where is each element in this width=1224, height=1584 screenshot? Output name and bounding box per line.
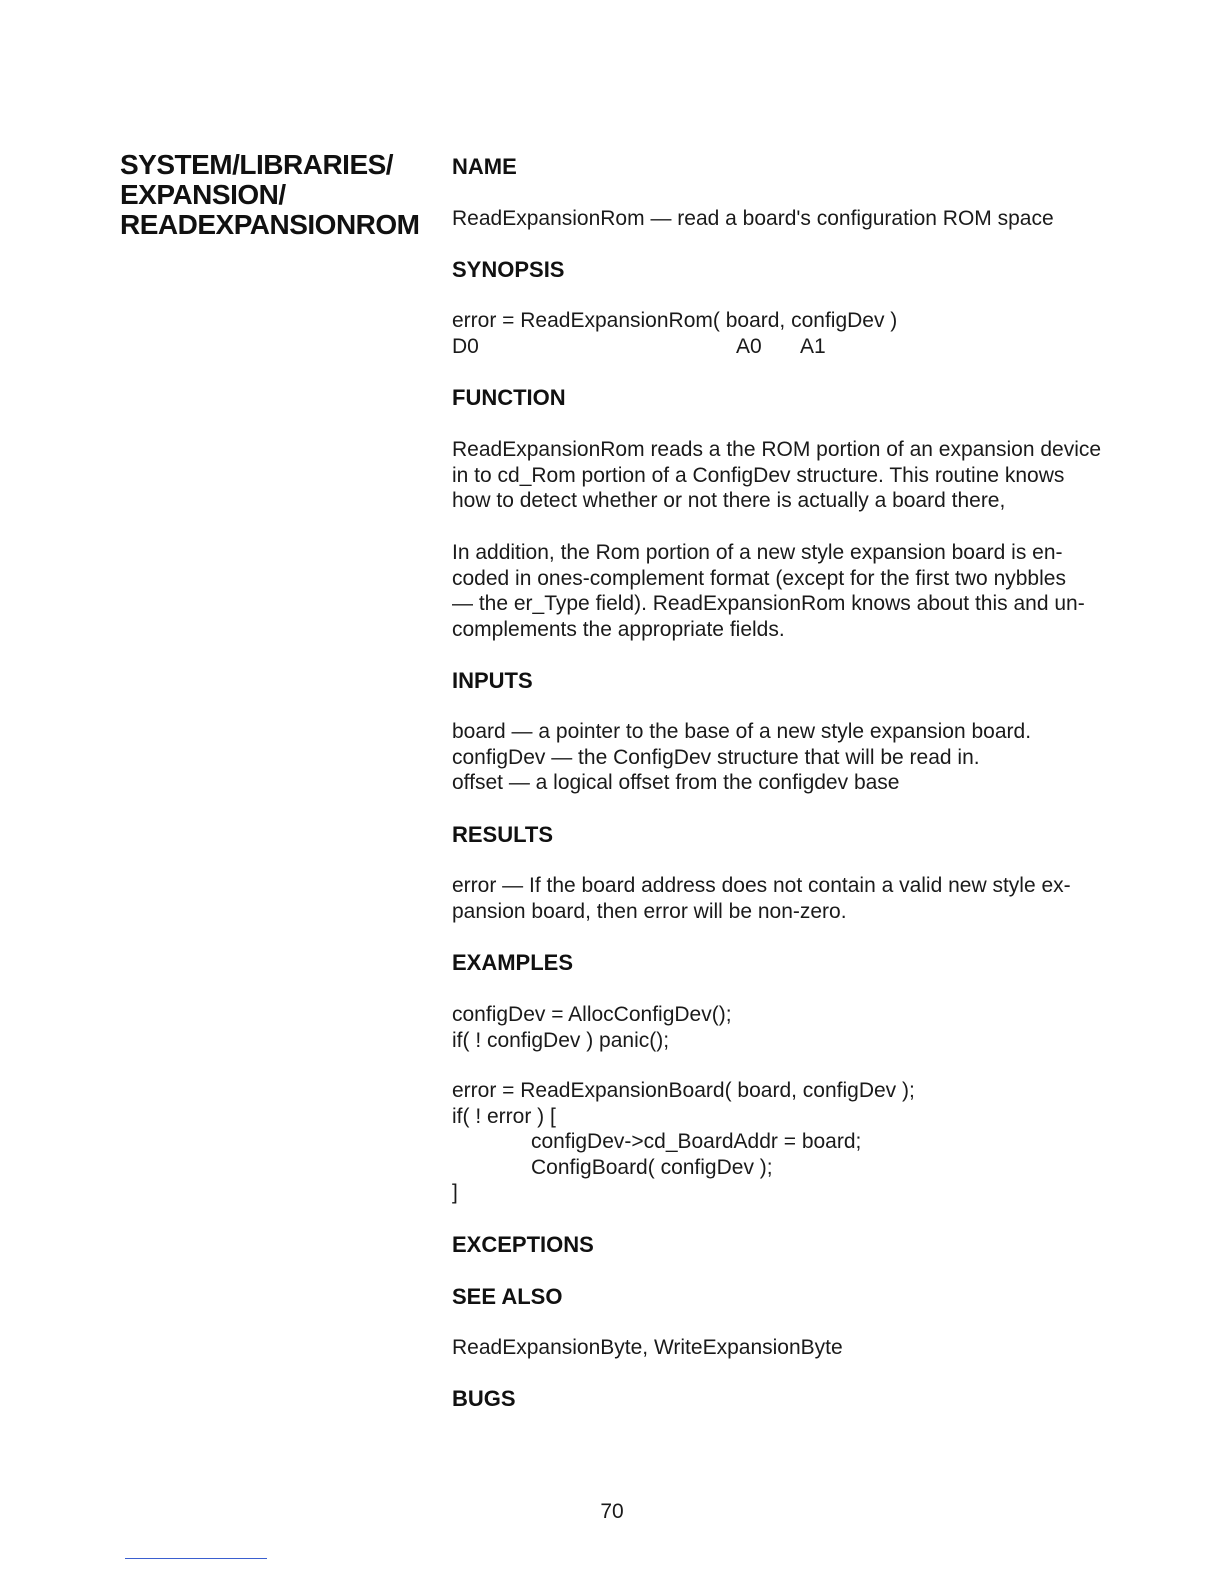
function-p2-line: complements the appropriate fields. <box>452 617 785 641</box>
example-code-line-indented: configDev->cd_BoardAddr = board; <box>531 1130 862 1154</box>
section-heading-bugs: BUGS <box>452 1386 516 1411</box>
title-line-2: EXPANSION/ <box>120 179 286 210</box>
examples-block-2 <box>452 1078 1092 1206</box>
title-line-3: READEXPANSIONROM <box>120 209 420 240</box>
section-heading-examples: EXAMPLES <box>452 950 574 975</box>
function-paragraph-1 <box>452 437 1102 514</box>
page-number: 70 <box>600 1500 624 1523</box>
see-also-text: ReadExpansionByte, WriteExpansionByte <box>452 1336 843 1359</box>
example-code-line: ] <box>452 1181 458 1205</box>
section-heading-see-also: SEE ALSO <box>452 1284 563 1309</box>
synopsis-register-a1: A1 <box>800 335 826 358</box>
example-code-line: configDev = AllocConfigDev(); <box>452 1003 732 1026</box>
function-p2-line: — the er_Type field). ReadExpansionRom knows about this and un- <box>452 592 1085 616</box>
section-heading-inputs: INPUTS <box>452 668 533 693</box>
section-heading-synopsis: SYNOPSIS <box>452 257 565 282</box>
synopsis-call: error = ReadExpansionRom( board, configDev ) <box>452 309 898 332</box>
examples-block-1 <box>452 1002 1092 1053</box>
example-code-line-indented: ConfigBoard( configDev ); <box>531 1155 773 1179</box>
section-heading-function: FUNCTION <box>452 385 566 410</box>
inputs-line: configDev — the ConfigDev structure that will be read in. <box>452 745 980 769</box>
name-text: ReadExpansionRom — read a board's configuration ROM space <box>452 207 1054 230</box>
results-line: error — If the board address does not contain a valid new style ex- <box>452 874 1071 897</box>
synopsis-register-d0: D0 <box>452 335 479 358</box>
function-p1-line: in to cd_Rom portion of a ConfigDev structure. This routine knows <box>452 463 1065 487</box>
function-paragraph-2 <box>452 540 1092 642</box>
footer-rule <box>125 1558 267 1559</box>
function-p2-line: In addition, the Rom portion of a new style expansion board is en- <box>452 541 1063 564</box>
results-line: pansion board, then error will be non-zero. <box>452 899 847 923</box>
inputs-line: board — a pointer to the base of a new style expansion board. <box>452 720 1032 743</box>
example-code-line: if( ! configDev ) panic(); <box>452 1028 670 1052</box>
example-code-line: if( ! error ) [ <box>452 1104 556 1128</box>
example-code-line: error = ReadExpansionBoard( board, configDev ); <box>452 1079 915 1102</box>
section-heading-exceptions: EXCEPTIONS <box>452 1232 594 1257</box>
title-line-1: SYSTEM/LIBRARIES/ <box>120 149 394 180</box>
inputs-line: offset — a logical offset from the configdev base <box>452 771 900 795</box>
results-text <box>452 873 1092 924</box>
page-title <box>120 150 420 240</box>
inputs-list <box>452 719 1092 796</box>
section-heading-name: NAME <box>452 154 517 179</box>
function-p2-line: coded in ones-complement format (except for the first two nybbles <box>452 566 1066 590</box>
function-p1-line: ReadExpansionRom reads a the ROM portion of an expansion device <box>452 438 1102 461</box>
synopsis-register-a0: A0 <box>736 335 762 358</box>
function-p1-line: how to detect whether or not there is actually a board there, <box>452 489 1006 513</box>
section-heading-results: RESULTS <box>452 822 554 847</box>
